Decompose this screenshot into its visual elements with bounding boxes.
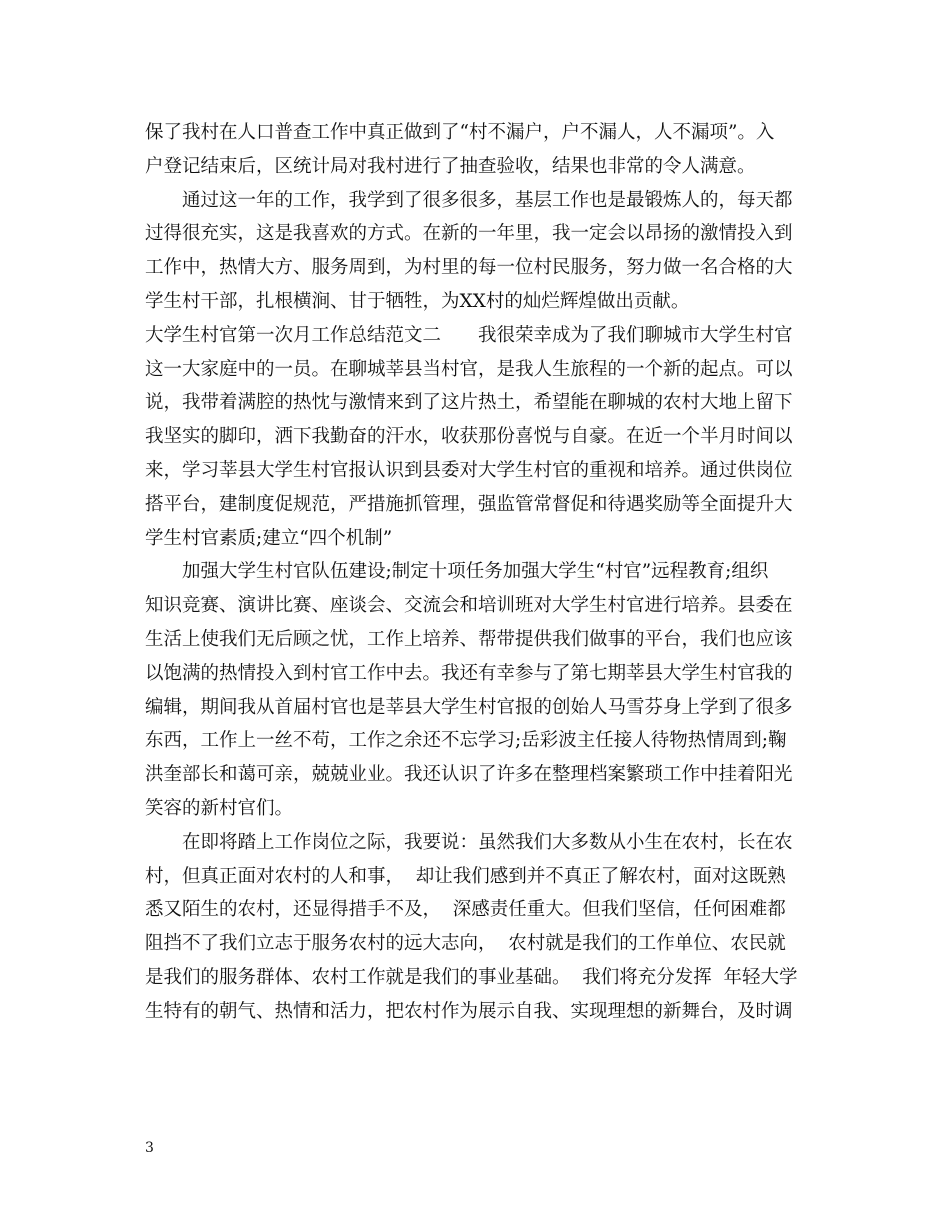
section-heading-line: 大学生村官第一次月工作总结范文二 我很荣幸成为了我们聊城市大学生村官 (145, 324, 793, 346)
text-line: 工作中，热情大方、服务周到，为村里的每一位村民服务，努力做一名合格的大 (145, 257, 793, 279)
text-line: 洪奎部长和蔼可亲，兢兢业业。我还认识了许多在整理档案繁琐工作中挂着阳光 (145, 764, 793, 786)
text-line: 生特有的朝气、热情和活力，把农村作为展示自我、实现理想的新舞台，及时调 (145, 1000, 793, 1022)
text-line: 知识竞赛、演讲比赛、座谈会、交流会和培训班对大学生村官进行培养。县委在 (145, 595, 793, 617)
text-line: 保了我村在人口普查工作中真正做到了“村不漏户，户不漏人，人不漏项”。入 (145, 122, 775, 143)
text-line: 搭平台，建制度促规范，严措施抓管理，强监管常督促和待遇奖励等全面提升大 (145, 493, 793, 515)
text-line: 在即将踏上工作岗位之际，我要说：虽然我们大多数从小生在农村，长在农 (182, 831, 793, 853)
text-line: 东西，工作上一丝不苟，工作之余还不忘学习;岳彩波主任接人待物热情周到;鞠 (145, 730, 787, 752)
text-line: 来，学习莘县大学生村官报认识到县委对大学生村官的重视和培养。通过供岗位 (145, 459, 793, 481)
text-line: 说，我带着满腔的热忱与激情来到了这片热土，希望能在聊城的农村大地上留下 (145, 392, 793, 414)
text-line: 笑容的新村官们。 (145, 797, 294, 819)
text-line: 户登记结束后，区统计局对我村进行了抽查验收，结果也非常的令人满意。 (145, 155, 756, 177)
text-line: 阻挡不了我们立志于服务农村的远大志向， 农村就是我们的工作单位、农民就 (145, 933, 786, 955)
text-line: 以饱满的热情投入到村官工作中去。我还有幸参与了第七期莘县大学生村官我的 (145, 662, 793, 684)
body-text (145, 116, 805, 1029)
page-number: 3 (145, 1140, 154, 1156)
text-line: 通过这一年的工作，我学到了很多很多，基层工作也是最锻炼人的，每天都 (182, 189, 793, 211)
text-line: 编辑，期间我从首届村官也是莘县大学生村官报的创始人马雪芬身上学到了很多 (145, 696, 793, 718)
text-line: 我坚实的脚印，洒下我勤奋的汗水，收获那份喜悦与自豪。在近一个半月时间以 (145, 426, 793, 448)
text-line: 加强大学生村官队伍建设;制定十项任务加强大学生“村官”远程教育;组织 (182, 561, 769, 583)
text-line: 是我们的服务群体、农村工作就是我们的事业基础。 我们将充分发挥 年轻大学 (145, 966, 798, 988)
text-line: 悉又陌生的农村，还显得措手不及， 深感责任重大。但我们坚信，任何困难都 (145, 899, 786, 921)
text-line: 学生村干部，扎根横涧、甘于牺牲，为XX村的灿烂辉煌做出贡献。 (145, 290, 690, 312)
text-line: 这一大家庭中的一员。在聊城莘县当村官，是我人生旅程的一个新的起点。可以 (145, 358, 793, 380)
text-line: 过得很充实，这是我喜欢的方式。在新的一年里，我一定会以昂扬的激情投入到 (145, 223, 793, 245)
text-line: 村，但真正面对农村的人和事， 却让我们感到并不真正了解农村，面对这既熟 (145, 865, 786, 887)
text-line: 学生村官素质;建立“四个机制” (145, 527, 393, 549)
text-line: 生活上使我们无后顾之忧，工作上培养、帮带提供我们做事的平台，我们也应该 (145, 628, 793, 650)
